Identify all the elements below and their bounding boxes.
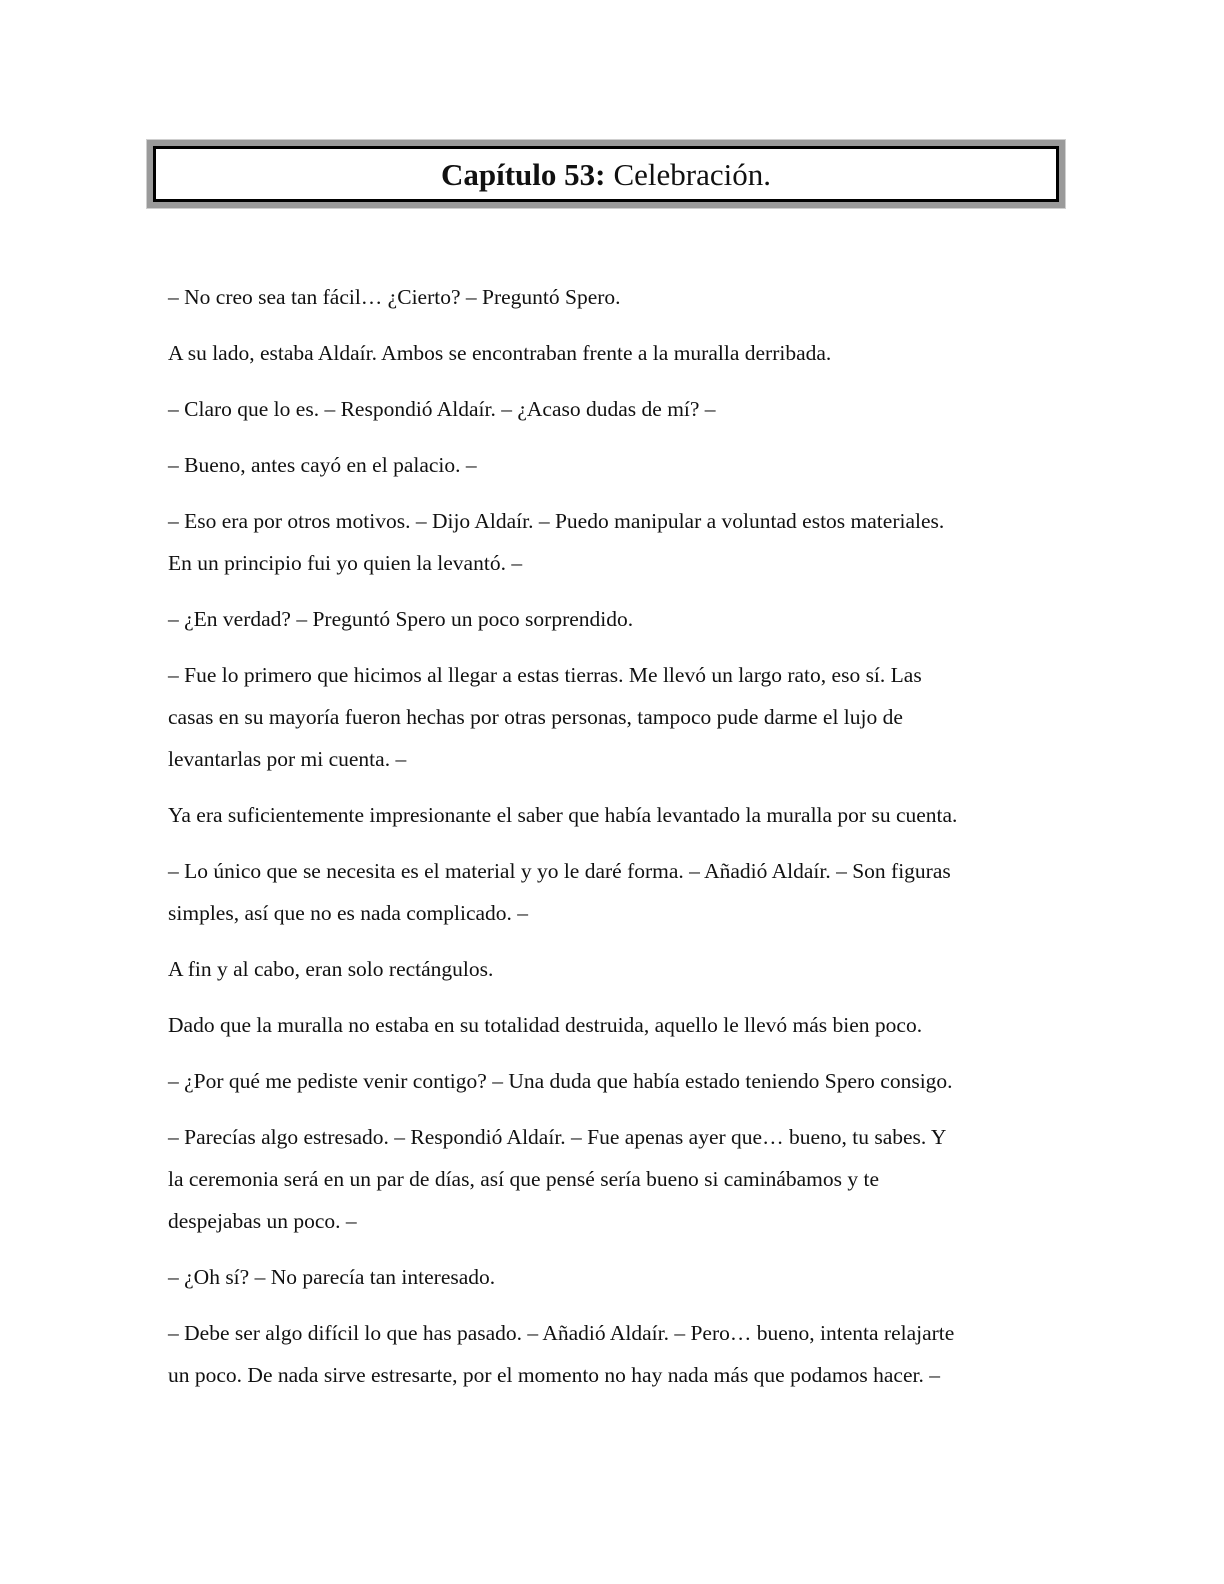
- paragraph-line: – Fue lo primero que hicimos al llegar a estas tierras. Me llevó un largo rato, eso sí. Las: [168, 663, 922, 687]
- paragraph-line: – ¿Oh sí? – No parecía tan interesado.: [168, 1265, 496, 1289]
- paragraph: [168, 332, 1058, 374]
- paragraph-line: simples, así que no es nada complicado. –: [168, 901, 529, 925]
- paragraph-line: – ¿Por qué me pediste venir contigo? – Una duda que había estado teniendo Spero consigo.: [168, 1069, 953, 1093]
- paragraph-line: Dado que la muralla no estaba en su totalidad destruida, aquello le llevó más bien poco.: [168, 1013, 923, 1037]
- paragraph: [168, 598, 1058, 640]
- paragraph-line: un poco. De nada sirve estresarte, por el momento no hay nada más que podamos hacer. –: [168, 1363, 940, 1387]
- paragraph: [168, 850, 1058, 934]
- paragraph: [168, 1004, 1058, 1046]
- paragraph: [168, 1116, 1058, 1242]
- paragraph-line: despejabas un poco. –: [168, 1209, 357, 1233]
- paragraph-line: – Claro que lo es. – Respondió Aldaír. – ¿Acaso dudas de mí? –: [168, 397, 716, 421]
- paragraph-line: – Lo único que se necesita es el material y yo le daré forma. – Añadió Aldaír. – Son figuras: [168, 859, 951, 883]
- chapter-title: [153, 146, 1059, 202]
- chapter-title-box: [146, 139, 1066, 209]
- chapter-body: [168, 276, 1058, 1410]
- chapter-name: Celebración.: [613, 156, 771, 192]
- paragraph-line: A su lado, estaba Aldaír. Ambos se encontraban frente a la muralla derribada.: [168, 341, 832, 365]
- paragraph-line: levantarlas por mi cuenta. –: [168, 747, 407, 771]
- paragraph-line: la ceremonia será en un par de días, así que pensé sería bueno si caminábamos y te: [168, 1167, 880, 1191]
- paragraph: [168, 1256, 1058, 1298]
- paragraph-line: – Bueno, antes cayó en el palacio. –: [168, 453, 477, 477]
- paragraph: [168, 444, 1058, 486]
- paragraph-line: Ya era suficientemente impresionante el saber que había levantado la muralla por su cuenta.: [168, 803, 958, 827]
- paragraph-line: – Eso era por otros motivos. – Dijo Aldaír. – Puedo manipular a voluntad estos materiales.: [168, 509, 945, 533]
- paragraph-line: En un principio fui yo quien la levantó. –: [168, 551, 523, 575]
- paragraph-line: – ¿En verdad? – Preguntó Spero un poco sorprendido.: [168, 607, 634, 631]
- paragraph-line: casas en su mayoría fueron hechas por otras personas, tampoco pude darme el lujo de: [168, 705, 903, 729]
- paragraph: [168, 1312, 1058, 1396]
- paragraph: [168, 500, 1058, 584]
- paragraph: [168, 654, 1058, 780]
- paragraph: [168, 276, 1058, 318]
- paragraph-line: – Debe ser algo difícil lo que has pasado. – Añadió Aldaír. – Pero… bueno, intenta relajarte: [168, 1321, 955, 1345]
- paragraph: [168, 794, 1058, 836]
- paragraph-line: – Parecías algo estresado. – Respondió Aldaír. – Fue apenas ayer que… bueno, tu sabes. Y: [168, 1125, 947, 1149]
- paragraph: [168, 1060, 1058, 1102]
- paragraph-line: – No creo sea tan fácil… ¿Cierto? – Preguntó Spero.: [168, 285, 621, 309]
- paragraph-line: A fin y al cabo, eran solo rectángulos.: [168, 957, 494, 981]
- chapter-number: Capítulo 53:: [440, 156, 606, 192]
- paragraph: [168, 948, 1058, 990]
- paragraph: [168, 388, 1058, 430]
